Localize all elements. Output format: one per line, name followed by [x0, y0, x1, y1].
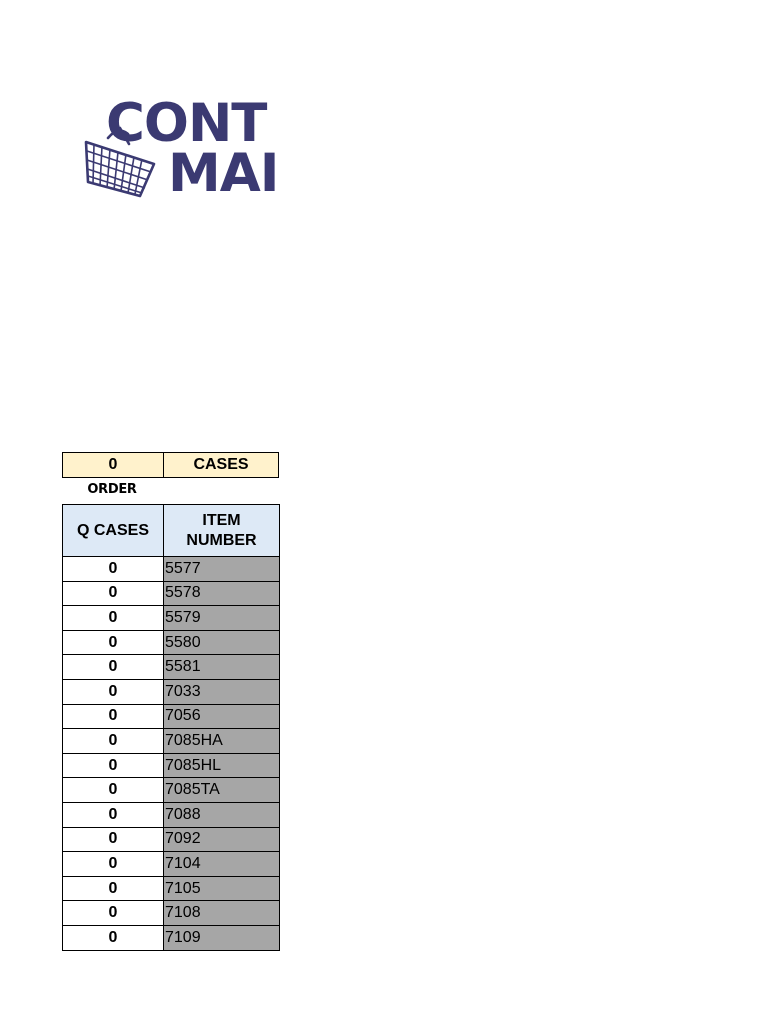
item-number-cell: 7085TA — [164, 778, 280, 803]
table-header-row — [63, 505, 280, 557]
item-number-cell: 5577 — [164, 557, 280, 582]
quantity-cases-cell[interactable]: 0 — [63, 753, 164, 778]
quantity-cases-cell[interactable]: 0 — [63, 827, 164, 852]
table-row — [63, 876, 280, 901]
quantity-cases-cell[interactable]: 0 — [63, 630, 164, 655]
order-label: ORDER — [87, 482, 137, 497]
item-number-cell: 7085HL — [164, 753, 280, 778]
logo-text-line2: MAI — [168, 143, 278, 204]
quantity-cases-cell[interactable]: 0 — [63, 679, 164, 704]
total-cases-label: CASES — [193, 456, 249, 473]
table-row — [63, 778, 280, 803]
q-cases-header: Q CASES — [63, 505, 164, 557]
quantity-cases-cell[interactable]: 0 — [63, 852, 164, 877]
table-row — [63, 827, 280, 852]
table-row — [63, 901, 280, 926]
item-number-cell: 7104 — [164, 852, 280, 877]
item-number-cell: 5580 — [164, 630, 280, 655]
item-number-header: ITEM NUMBER — [164, 505, 280, 557]
item-number-cell: 7109 — [164, 925, 280, 950]
table-row — [63, 753, 280, 778]
table-row — [63, 630, 280, 655]
item-number-cell: 7108 — [164, 901, 280, 926]
table-row — [63, 679, 280, 704]
quantity-cases-cell[interactable]: 0 — [63, 606, 164, 631]
table-row — [63, 557, 280, 582]
item-number-cell: 5579 — [164, 606, 280, 631]
quantity-cases-cell[interactable]: 0 — [63, 925, 164, 950]
item-number-cell: 7092 — [164, 827, 280, 852]
item-number-cell: 5581 — [164, 655, 280, 680]
quantity-cases-cell[interactable]: 0 — [63, 655, 164, 680]
logo-text-line1: CONT — [106, 96, 267, 154]
order-table — [62, 504, 280, 951]
quantity-cases-cell[interactable]: 0 — [63, 778, 164, 803]
quantity-cases-cell[interactable]: 0 — [63, 901, 164, 926]
cases-summary — [62, 452, 279, 478]
table-row — [63, 852, 280, 877]
table-row — [63, 925, 280, 950]
item-number-cell: 7056 — [164, 704, 280, 729]
quantity-cases-cell[interactable]: 0 — [63, 557, 164, 582]
quantity-cases-cell[interactable]: 0 — [63, 876, 164, 901]
item-number-cell: 7033 — [164, 679, 280, 704]
quantity-cases-cell[interactable]: 0 — [63, 802, 164, 827]
item-number-cell: 7088 — [164, 802, 280, 827]
table-row — [63, 729, 280, 754]
item-number-cell: 7085HA — [164, 729, 280, 754]
table-row — [63, 704, 280, 729]
quantity-cases-cell[interactable]: 0 — [63, 581, 164, 606]
table-row — [63, 581, 280, 606]
total-cases-count: 0 — [63, 453, 164, 477]
item-number-cell: 7105 — [164, 876, 280, 901]
table-row — [63, 802, 280, 827]
table-row — [63, 606, 280, 631]
item-number-cell: 5578 — [164, 581, 280, 606]
company-logo — [80, 96, 278, 204]
quantity-cases-cell[interactable]: 0 — [63, 704, 164, 729]
quantity-cases-cell[interactable]: 0 — [63, 729, 164, 754]
table-row — [63, 655, 280, 680]
